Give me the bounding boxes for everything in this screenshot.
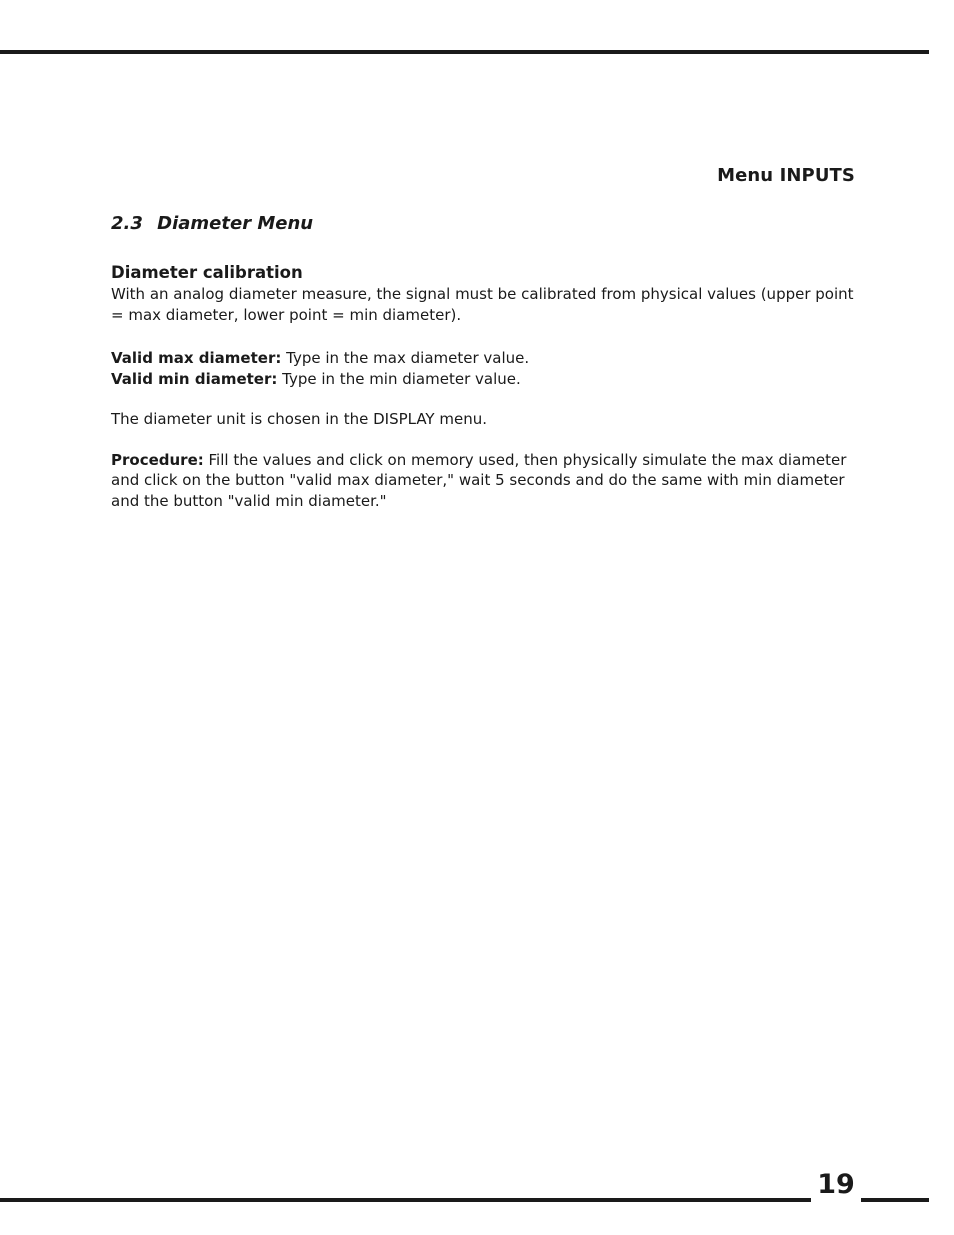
- section-title-text: Diameter Menu: [157, 213, 314, 234]
- procedure-paragraph: [111, 450, 861, 512]
- top-rule: [0, 50, 929, 54]
- section-title: [111, 212, 861, 236]
- valid-max-text: Type in the max diameter value.: [281, 349, 530, 367]
- section-header: Menu INPUTS: [717, 165, 855, 186]
- valid-max-line: [111, 348, 861, 369]
- page-number: 19: [817, 1169, 855, 1200]
- calibration-heading: Diameter calibration: [111, 263, 303, 282]
- valid-min-line: [111, 369, 861, 390]
- procedure-text: Fill the values and click on memory used, then physically simulate the max diameter and click on the button "valid max diameter," wait 5 seconds and do the same with min diameter and the button "valid min diameter.": [111, 450, 847, 510]
- footer-rule-right: [861, 1198, 929, 1202]
- spacer: [111, 389, 861, 409]
- section-number: 2.3: [111, 213, 143, 234]
- valid-min-text: Type in the min diameter value.: [277, 369, 521, 388]
- content: [111, 212, 861, 511]
- calibration-intro: With an analog diameter measure, the signal must be calibrated from physical values (upper point = max diameter, lower point = min diameter).: [111, 285, 854, 324]
- unit-note: The diameter unit is chosen in the DISPLAY menu.: [111, 410, 487, 428]
- valid-min-label: Valid min diameter:: [111, 369, 278, 388]
- footer-rule-left: [0, 1198, 811, 1202]
- spacer: [111, 430, 861, 450]
- valid-max-label: Valid max diameter:: [111, 349, 282, 367]
- spacer: [111, 325, 861, 348]
- procedure-label: Procedure:: [111, 450, 204, 469]
